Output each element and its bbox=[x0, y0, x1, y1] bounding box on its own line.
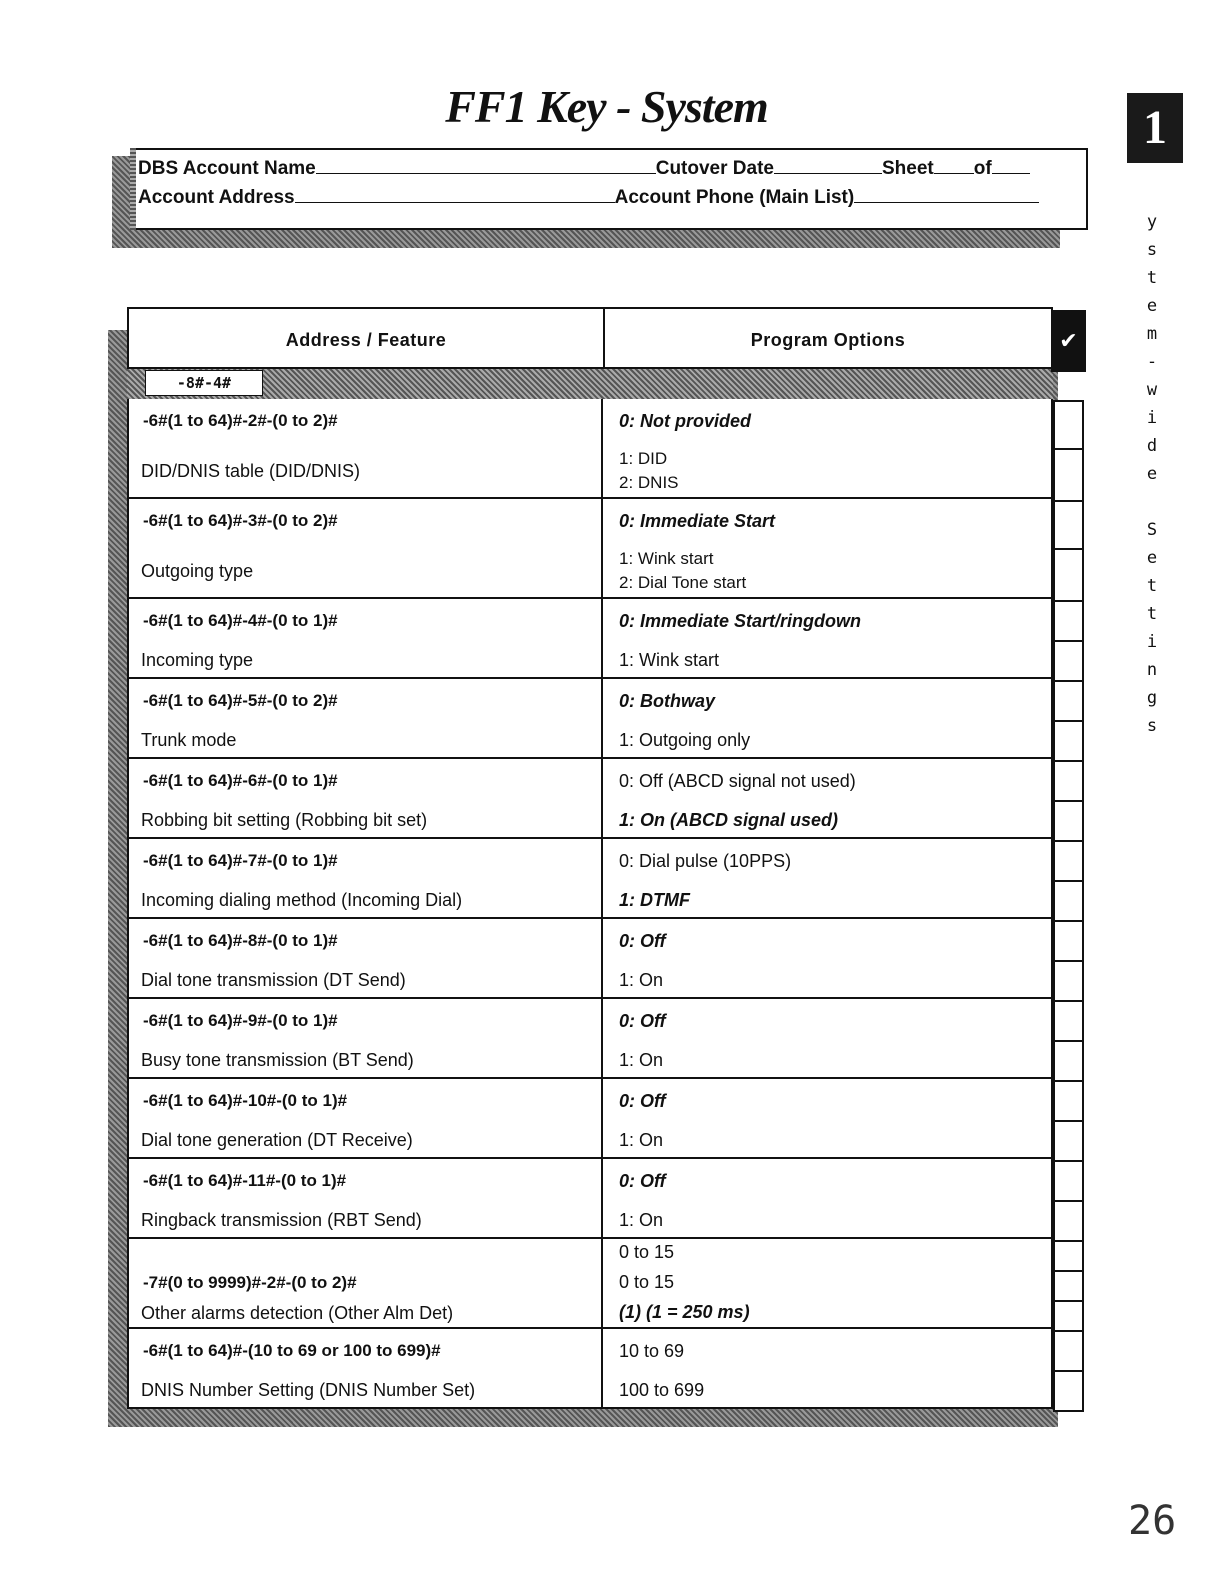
option-checkbox[interactable] bbox=[1053, 680, 1084, 722]
row-option: 0: Off bbox=[619, 1011, 666, 1031]
row-left-border bbox=[127, 1079, 129, 1157]
row-address: -6#(1 to 64)#-9#-(0 to 1)# bbox=[143, 1011, 338, 1030]
side-tab-letter: t bbox=[1146, 268, 1158, 288]
option-checkbox[interactable] bbox=[1053, 1200, 1084, 1242]
side-tab-letter: e bbox=[1146, 464, 1158, 484]
row-feature: Outgoing type bbox=[141, 561, 254, 581]
table-row bbox=[127, 1329, 1053, 1409]
cutover-date-field[interactable] bbox=[774, 157, 882, 174]
cutover-date-label: Cutover Date bbox=[655, 158, 774, 179]
option-checkbox[interactable] bbox=[1053, 548, 1084, 602]
table-row bbox=[127, 1239, 1053, 1329]
row-option: 0 to 15 bbox=[619, 1272, 675, 1292]
chapter-tab: 1 bbox=[1127, 93, 1183, 163]
row-option: 1: On (ABCD signal used) bbox=[619, 810, 839, 830]
row-feature: Ringback transmission (RBT Send) bbox=[141, 1210, 422, 1230]
page-number: 26 bbox=[1128, 1498, 1177, 1544]
row-option: 0: Off bbox=[619, 1171, 666, 1191]
option-checkbox[interactable] bbox=[1053, 960, 1084, 1002]
row-left-border bbox=[127, 679, 129, 757]
row-left-border bbox=[127, 499, 129, 597]
side-tab-letter: y bbox=[1146, 212, 1158, 232]
option-checkbox[interactable] bbox=[1053, 840, 1084, 882]
option-checkbox[interactable] bbox=[1053, 1300, 1084, 1332]
address-feature-header: Address / Feature bbox=[285, 330, 447, 350]
row-option: 100 to 699 bbox=[619, 1380, 705, 1400]
row-feature: Dial tone transmission (DT Send) bbox=[141, 970, 406, 990]
side-tab-letter: d bbox=[1146, 436, 1158, 456]
side-tab-letter: s bbox=[1146, 240, 1158, 260]
row-option: 10 to 69 bbox=[619, 1341, 685, 1361]
row-address: -6#(1 to 64)#-11#-(0 to 1)# bbox=[143, 1171, 347, 1190]
account-box-strip bbox=[130, 148, 136, 230]
of-label: of bbox=[973, 158, 992, 179]
row-left-border bbox=[127, 759, 129, 837]
account-row-1 bbox=[138, 157, 1030, 180]
table-row bbox=[127, 999, 1053, 1079]
row-option: 1: Outgoing only bbox=[619, 730, 751, 750]
side-tab-letter bbox=[1138, 488, 1166, 516]
option-checkbox[interactable] bbox=[1053, 1240, 1084, 1272]
row-feature: Incoming type bbox=[141, 650, 254, 670]
option-checkbox[interactable] bbox=[1053, 880, 1084, 922]
row-option: 2: DNIS bbox=[619, 473, 679, 492]
sheet-label: Sheet bbox=[881, 158, 934, 179]
table-row bbox=[127, 499, 1053, 599]
row-left-border bbox=[127, 1159, 129, 1237]
row-left-border bbox=[127, 839, 129, 917]
row-left-border bbox=[127, 399, 129, 497]
option-checkbox[interactable] bbox=[1053, 800, 1084, 842]
row-option: 1: On bbox=[619, 1210, 664, 1230]
row-option: 0: Dial pulse (10PPS) bbox=[619, 851, 792, 871]
table-row bbox=[127, 679, 1053, 759]
row-address: -6#(1 to 64)#-10#-(0 to 1)# bbox=[143, 1091, 348, 1110]
row-option: 1: On bbox=[619, 1050, 664, 1070]
row-option: 0: Off bbox=[619, 931, 666, 951]
row-option: 1: Wink start bbox=[619, 549, 714, 568]
account-name-field[interactable] bbox=[316, 157, 656, 174]
row-address: -6#(1 to 64)#-3#-(0 to 2)# bbox=[143, 511, 338, 530]
sheet-number-field[interactable] bbox=[934, 157, 974, 174]
row-address: -6#(1 to 64)#-2#-(0 to 2)# bbox=[143, 411, 338, 430]
row-option: 2: Dial Tone start bbox=[619, 573, 747, 592]
option-checkbox[interactable] bbox=[1053, 1000, 1084, 1042]
option-checkbox[interactable] bbox=[1053, 448, 1084, 502]
option-checkbox[interactable] bbox=[1053, 500, 1084, 550]
section-label: -8#-4# bbox=[145, 370, 263, 396]
table-row bbox=[127, 1079, 1053, 1159]
side-tab-letter: - bbox=[1146, 352, 1158, 372]
row-option: (1) (1 = 250 ms) bbox=[619, 1302, 750, 1322]
side-tab-letter: e bbox=[1146, 296, 1158, 316]
side-tab-letter: i bbox=[1146, 408, 1158, 428]
option-checkbox[interactable] bbox=[1053, 1330, 1084, 1372]
side-tab-letter: S bbox=[1146, 520, 1158, 540]
table-header bbox=[127, 307, 1053, 369]
table-rows bbox=[127, 399, 1053, 1409]
row-option: 0: Immediate Start/ringdown bbox=[619, 611, 862, 631]
section-band bbox=[127, 369, 1053, 399]
row-left-border bbox=[127, 919, 129, 997]
table-row bbox=[127, 1159, 1053, 1239]
row-address: -6#(1 to 64)#-5#-(0 to 2)# bbox=[143, 691, 338, 710]
row-feature: DID/DNIS table (DID/DNIS) bbox=[141, 461, 361, 481]
table-row bbox=[127, 759, 1053, 839]
table-row bbox=[127, 599, 1053, 679]
row-address: -6#(1 to 64)#-7#-(0 to 1)# bbox=[143, 851, 338, 870]
row-option: 0: Off (ABCD signal not used) bbox=[619, 771, 856, 791]
row-feature: Other alarms detection (Other Alm Det) bbox=[141, 1303, 454, 1323]
row-feature: Dial tone generation (DT Receive) bbox=[141, 1130, 413, 1150]
row-address: -7#(0 to 9999)#-2#-(0 to 2)# bbox=[143, 1273, 357, 1292]
row-option: 0: Immediate Start bbox=[619, 511, 776, 531]
side-tab-label bbox=[1138, 208, 1166, 740]
row-option: 1: DTMF bbox=[619, 890, 690, 910]
row-feature: Trunk mode bbox=[141, 730, 237, 750]
row-address: -6#(1 to 64)#-8#-(0 to 1)# bbox=[143, 931, 338, 950]
option-checkbox[interactable] bbox=[1053, 720, 1084, 762]
side-tab-letter: s bbox=[1146, 716, 1158, 736]
option-checkbox[interactable] bbox=[1053, 920, 1084, 962]
row-address: -6#(1 to 64)#-(10 to 69 or 100 to 699)# bbox=[143, 1341, 441, 1360]
option-checkbox[interactable] bbox=[1053, 1370, 1084, 1412]
account-address-field[interactable] bbox=[295, 186, 615, 203]
side-tab-letter: t bbox=[1146, 604, 1158, 624]
row-feature: DNIS Number Setting (DNIS Number Set) bbox=[141, 1380, 476, 1400]
option-checkbox[interactable] bbox=[1053, 1120, 1084, 1162]
table-row bbox=[127, 839, 1053, 919]
option-checkbox[interactable] bbox=[1053, 1080, 1084, 1122]
row-left-border bbox=[127, 599, 129, 677]
account-phone-label: Account Phone (Main List) bbox=[614, 187, 855, 208]
row-option: 0: Off bbox=[619, 1091, 666, 1111]
row-option: 1: On bbox=[619, 1130, 664, 1150]
option-checkbox[interactable] bbox=[1053, 1160, 1084, 1202]
option-checkbox[interactable] bbox=[1053, 1270, 1084, 1302]
program-options-header: Program Options bbox=[750, 330, 906, 350]
row-address: -6#(1 to 64)#-6#-(0 to 1)# bbox=[143, 771, 338, 790]
side-tab-letter: e bbox=[1146, 548, 1158, 568]
side-tab-letter: t bbox=[1146, 576, 1158, 596]
row-left-border bbox=[127, 1239, 129, 1327]
settings-table bbox=[127, 307, 1053, 1409]
row-option: 1: Wink start bbox=[619, 650, 720, 670]
row-option: 0: Not provided bbox=[619, 411, 752, 431]
row-address: -6#(1 to 64)#-4#-(0 to 1)# bbox=[143, 611, 338, 630]
account-name-label: DBS Account Name bbox=[138, 158, 316, 179]
side-tab-letter: n bbox=[1146, 660, 1158, 680]
account-address-label: Account Address bbox=[138, 187, 295, 208]
option-checkbox[interactable] bbox=[1053, 1040, 1084, 1082]
account-phone-field[interactable] bbox=[854, 186, 1039, 203]
row-left-border bbox=[127, 1329, 129, 1407]
row-feature: Robbing bit setting (Robbing bit set) bbox=[141, 810, 428, 830]
account-row-2 bbox=[138, 186, 1039, 209]
table-row bbox=[127, 919, 1053, 999]
side-tab-letter: g bbox=[1146, 688, 1158, 708]
table-row bbox=[127, 399, 1053, 499]
check-mark-icon: ✔ bbox=[1051, 310, 1086, 372]
option-checkbox[interactable] bbox=[1053, 600, 1084, 642]
row-option: 0: Bothway bbox=[619, 691, 716, 711]
page-title: FF1 Key - System bbox=[445, 81, 768, 132]
option-checkbox[interactable] bbox=[1053, 760, 1084, 802]
row-left-border bbox=[127, 999, 129, 1077]
row-option: 1: DID bbox=[619, 449, 668, 468]
row-option: 1: On bbox=[619, 970, 664, 990]
option-checkbox[interactable] bbox=[1053, 640, 1084, 682]
row-feature: Incoming dialing method (Incoming Dial) bbox=[141, 890, 463, 910]
side-tab-letter: w bbox=[1146, 380, 1158, 400]
row-option: 0 to 15 bbox=[619, 1242, 675, 1262]
sheet-total-field[interactable] bbox=[992, 157, 1030, 174]
side-tab-letter: m bbox=[1146, 324, 1158, 344]
row-feature: Busy tone transmission (BT Send) bbox=[141, 1050, 414, 1070]
side-tab-letter: i bbox=[1146, 632, 1158, 652]
option-checkbox[interactable] bbox=[1053, 400, 1084, 450]
